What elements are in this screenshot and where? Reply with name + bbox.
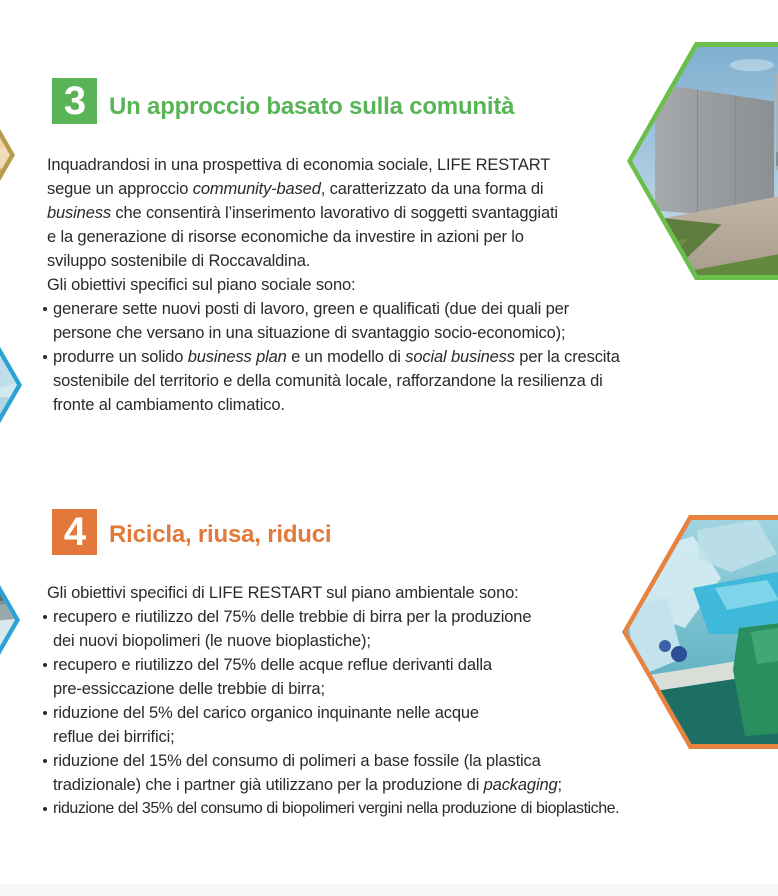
text-line: [42, 273, 742, 297]
text-segment: reflue dei birrifici;: [53, 728, 175, 746]
partial-hexagon-gold: [0, 37, 15, 273]
text-line: [42, 369, 742, 393]
text-segment: riduzione del 5% del carico organico inquinante nelle acque: [53, 704, 479, 722]
text-line: [42, 701, 742, 725]
text-line: [42, 345, 742, 369]
italic-text-segment: social business: [405, 348, 515, 366]
text-line: [42, 749, 742, 773]
text-segment: riduzione del 15% del consumo di polimeri a base fossile (la plastica: [53, 752, 541, 770]
text-segment: generare sette nuovi posti di lavoro, green e qualificati (due dei quali per: [53, 300, 570, 318]
text-segment: sviluppo sostenibile di Roccavaldina.: [47, 252, 311, 270]
text-segment: Inquadrandosi in una prospettiva di economia sociale, LIFE RESTART: [47, 156, 551, 174]
text-line: [42, 201, 742, 225]
page-bottom-strip: [0, 884, 778, 896]
text-segment: che consentirà l’inserimento lavorativo di soggetti svantaggiati: [110, 204, 558, 222]
text-line: [42, 297, 742, 321]
text-segment: persone che versano in una situazione di svantaggio socio-economico);: [53, 324, 566, 342]
bullet-dot: [43, 807, 47, 811]
text-segment: Gli obiettivi specifici di LIFE RESTART sul piano ambientale sono:: [47, 584, 519, 602]
section-3-body: [42, 153, 742, 417]
text-line: [42, 725, 742, 749]
partial-hexagon-cyan-top: [0, 267, 22, 503]
bullet-dot: [43, 711, 47, 715]
text-segment: ;: [557, 776, 562, 794]
text-line: [42, 225, 742, 249]
text-segment: segue un approccio: [47, 180, 193, 198]
text-line: [42, 321, 742, 345]
grain-photo-tip: [0, 42, 10, 268]
text-line: [42, 797, 742, 821]
bullet-dot: [43, 615, 47, 619]
text-line: [42, 177, 742, 201]
text-segment: per la crescita: [514, 348, 620, 366]
section-3-number-badge: 3: [52, 78, 97, 124]
bullet-dot: [43, 307, 47, 311]
text-segment: recupero e riutilizzo del 75% delle trebbie di birra per la produzione: [53, 608, 532, 626]
text-line: [42, 773, 742, 797]
bullet-dot: [43, 663, 47, 667]
bullet-dot: [43, 355, 47, 359]
text-segment: Gli obiettivi specifici sul piano sociale sono:: [47, 276, 356, 294]
text-segment: pre-essiccazione delle trebbie di birra;: [53, 680, 325, 698]
text-segment: e un modello di: [286, 348, 406, 366]
italic-text-segment: packaging: [483, 776, 558, 794]
section-3-title: Un approccio basato sulla comunità: [109, 93, 515, 120]
italic-text-segment: business: [47, 204, 111, 222]
text-line: [42, 581, 742, 605]
text-segment: dei nuovi biopolimeri (le nuove bioplastiche);: [53, 632, 371, 650]
machinery-photo-tip: [0, 507, 15, 733]
text-segment: , caratterizzato da una forma di: [320, 180, 544, 198]
text-line: [42, 393, 742, 417]
text-segment: e la generazione di risorse economiche da investire in azioni per lo: [47, 228, 524, 246]
bullet-dot: [43, 759, 47, 763]
partial-hexagon-cyan-bottom: [0, 502, 20, 738]
text-line: [42, 249, 742, 273]
text-segment: riduzione del 35% del consumo di biopolimeri vergini nella produzione di bioplastiche.: [53, 800, 620, 817]
text-segment: sostenibile del territorio e della comunità locale, rafforzandone la resilienza di: [53, 372, 603, 390]
italic-text-segment: community-based: [192, 180, 321, 198]
water-photo-tip: [0, 272, 17, 498]
text-segment: fronte al cambiamento climatico.: [53, 396, 285, 414]
text-segment: recupero e riutilizzo del 75% delle acque reflue derivanti dalla: [53, 656, 492, 674]
italic-text-segment: business plan: [187, 348, 287, 366]
section-4-title: Ricicla, riusa, riduci: [109, 521, 332, 548]
text-segment: produrre un solido: [53, 348, 188, 366]
section-4-number-badge: 4: [52, 509, 97, 555]
text-line: [42, 677, 742, 701]
text-segment: tradizionale) che i partner già utilizzano per la produzione di: [53, 776, 484, 794]
